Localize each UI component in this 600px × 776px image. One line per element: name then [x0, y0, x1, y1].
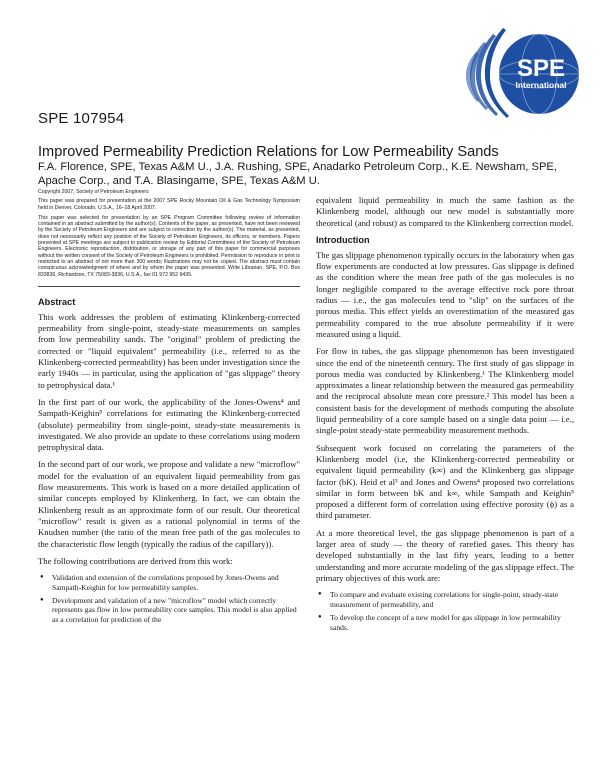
right-body [316, 195, 574, 229]
abstract-paragraph: In the first part of our work, the applicability of the Jones-Owens⁴ and Sampath-Keighin⁵ correlations for estimating the Klinkenberg-corrected (absolute) permeability from single-point, steady-state measurements is investigated. We also provide an update to these correlations using modern petrophysical data. [38, 396, 300, 453]
continuation-paragraph: equivalent liquid permeability in much the same fashion as the Klinkenberg model, although our new model is substantially more theoretical (and robust) as compared to the Klinkenberg correction model. [316, 195, 574, 228]
section-divider [38, 286, 300, 287]
list-item: ● Validation and extension of the correlations proposed by Jones-Owens and Sampath-Keighin for low permeability samples. [38, 573, 300, 593]
abstract-paragraph: In the second part of our work, we propose and validate a new "microflow" model for the evaluation of an equivalent liquid permeability from gas flow measurements. This work is based on a more detailed application of similar concepts employed by Klinkenberg. In fact, we can obtain the Klinkenberg result as an approximate form of our result. Our theoretical "microflow" result is given as a rational polynomial in terms of the Knudsen number (the ratio of the mean free path of the gas molecules to the characteristic flow length (typically the radius of the capillary)). [38, 459, 300, 549]
list-item: ● Development and validation of a new "microflow" model which correctly represents gas flow in low permeability core samples. This model is also applied as a correlation for prediction of the [38, 596, 300, 625]
spe-international-logo [463, 20, 581, 124]
intro-paragraph: At a more theoretical level, the gas slippage phenomenon is part of a larger area of study — the theory of rarefied gases. This theory has developed substantially in the last fifty years, leading to a better understanding and more accurate modeling of the gas slippage effect. The primary objectives of this work are: [316, 527, 574, 583]
list-item: ● To develop the concept of a new model for gas slippage in low permeability sands. [316, 613, 574, 633]
contributions-list [38, 573, 300, 625]
intro-paragraph: Subsequent work focused on correlating the parameters of the Klinkenberg model (i.e, the Klinkenberg-corrected permeability or equivalent liquid permeability (k∞) and the Klinkenberg gas slippage factor (bK). Heid et al³ and Jones and Owens⁴ proposed two correlations similar in form between bK and k∞, while Sampath and Keighin⁵ proposed a different form of correlation using effective porosity (ϕ) as a third parameter. [316, 442, 574, 521]
disclaimer-notice: This paper was selected for presentation by an SPE Program Committee following review of information contained in an abstract submitted by the author(s). Contents of the paper, as presented, have not been reviewed by the Society of Petroleum Engineers and are subject to correction by the author(s). The material, as presented, does not necessarily reflect any position of the Society of Petroleum Engineers, its officers, or members. Papers presented at SPE meetings are subject to publication review by Editorial Committees of the Society of Petroleum Engineers. Electronic reproduction, distribution, or storage of any part of this paper for commercial purposes without the written consent of the Society of Petroleum Engineers is prohibited. Permission to reproduce in print is restricted to an abstract of not more than 300 words; illustrations may not be copied. The abstract must contain conspicuous acknowledgment of where and by whom the paper was presented. Write Librarian, SPE, P.O. Box 833836, Richardson, TX 75083-3836, U.S.A., fax 01 972 952 9435. [38, 214, 300, 278]
abstract-paragraph: The following contributions are derived from this work: [38, 555, 233, 566]
paper-title: Improved Permeability Prediction Relations for Low Permeability Sands [38, 144, 499, 160]
paper-number: SPE 107954 [38, 110, 125, 127]
right-column [316, 195, 574, 635]
abstract-heading: Abstract [38, 296, 76, 307]
list-item: ● To compare and evaluate existing correlations for single-point, steady-state measurement of permeability, and [316, 590, 574, 610]
front-matter [38, 189, 300, 278]
copyright-notice: Copyright 2007, Society of Petroleum Engineers [38, 189, 149, 195]
abstract-paragraph: This work addresses the problem of estimating Klinkenberg-corrected permeability from single-point, steady-state measurements on samples from low permeability sands. The "original" problem of predicting the corrected or "liquid equivalent" permeability (i.e., referred to as the Klinkenberg-corrected permeability) has been under investigation since the early 1940s — in particular, using the application of "gas slippage" theory to petrophysical data.¹ [38, 311, 300, 390]
presentation-notice: This paper was prepared for presentation at the 2007 SPE Rocky Mountain Oil & Gas Technology Symposium held in Denver, Colorado, U.S.A., 16–18 April 2007. [38, 198, 300, 211]
author-list: F.A. Florence, SPE, Texas A&M U., J.A. Rushing, SPE, Anadarko Petroleum Corp., K.E. Newsham, SPE, Apache Corp., and T.A. Blasingame, SPE, Texas A&M U. [38, 161, 557, 187]
introduction-body [316, 250, 574, 584]
intro-paragraph: For flow in tubes, the gas slippage phenomenon has been investigated since the end of the nineteenth century. The first study of gas slippage in porous media was conducted by Klinkenberg.¹ The Klinkenberg model approximates a linear relationship between the measured gas permeability and the reciprocal absolute mean core pressure.² This model has been a consistent basis for the development of methods computing the absolute liquid permeability of a core sample based on a single data point — i.e., single-point steady-state permeability measurement methods. [316, 346, 574, 436]
introduction-heading: Introduction [316, 234, 370, 245]
abstract-body [38, 312, 300, 567]
objectives-list [316, 590, 574, 632]
intro-paragraph: The gas slippage phenomenon typically occurs in the laboratory when gas flow experiments are conducted at low pressures. Gas slippage is defined as the condition where the mean free path of the gas molecules is no longer negligible compared to the average effective rock pore throat radius — i.e., the gas molecules tend to "slip" on the surfaces of the porous media. This effect yields an overestimation of the measured gas permeability compared to the true absolute permeability if it were measured using a liquid. [316, 249, 574, 339]
logo-spe-text: SPE [516, 55, 566, 82]
logo-international-text: International [515, 80, 567, 90]
left-column [38, 189, 300, 628]
